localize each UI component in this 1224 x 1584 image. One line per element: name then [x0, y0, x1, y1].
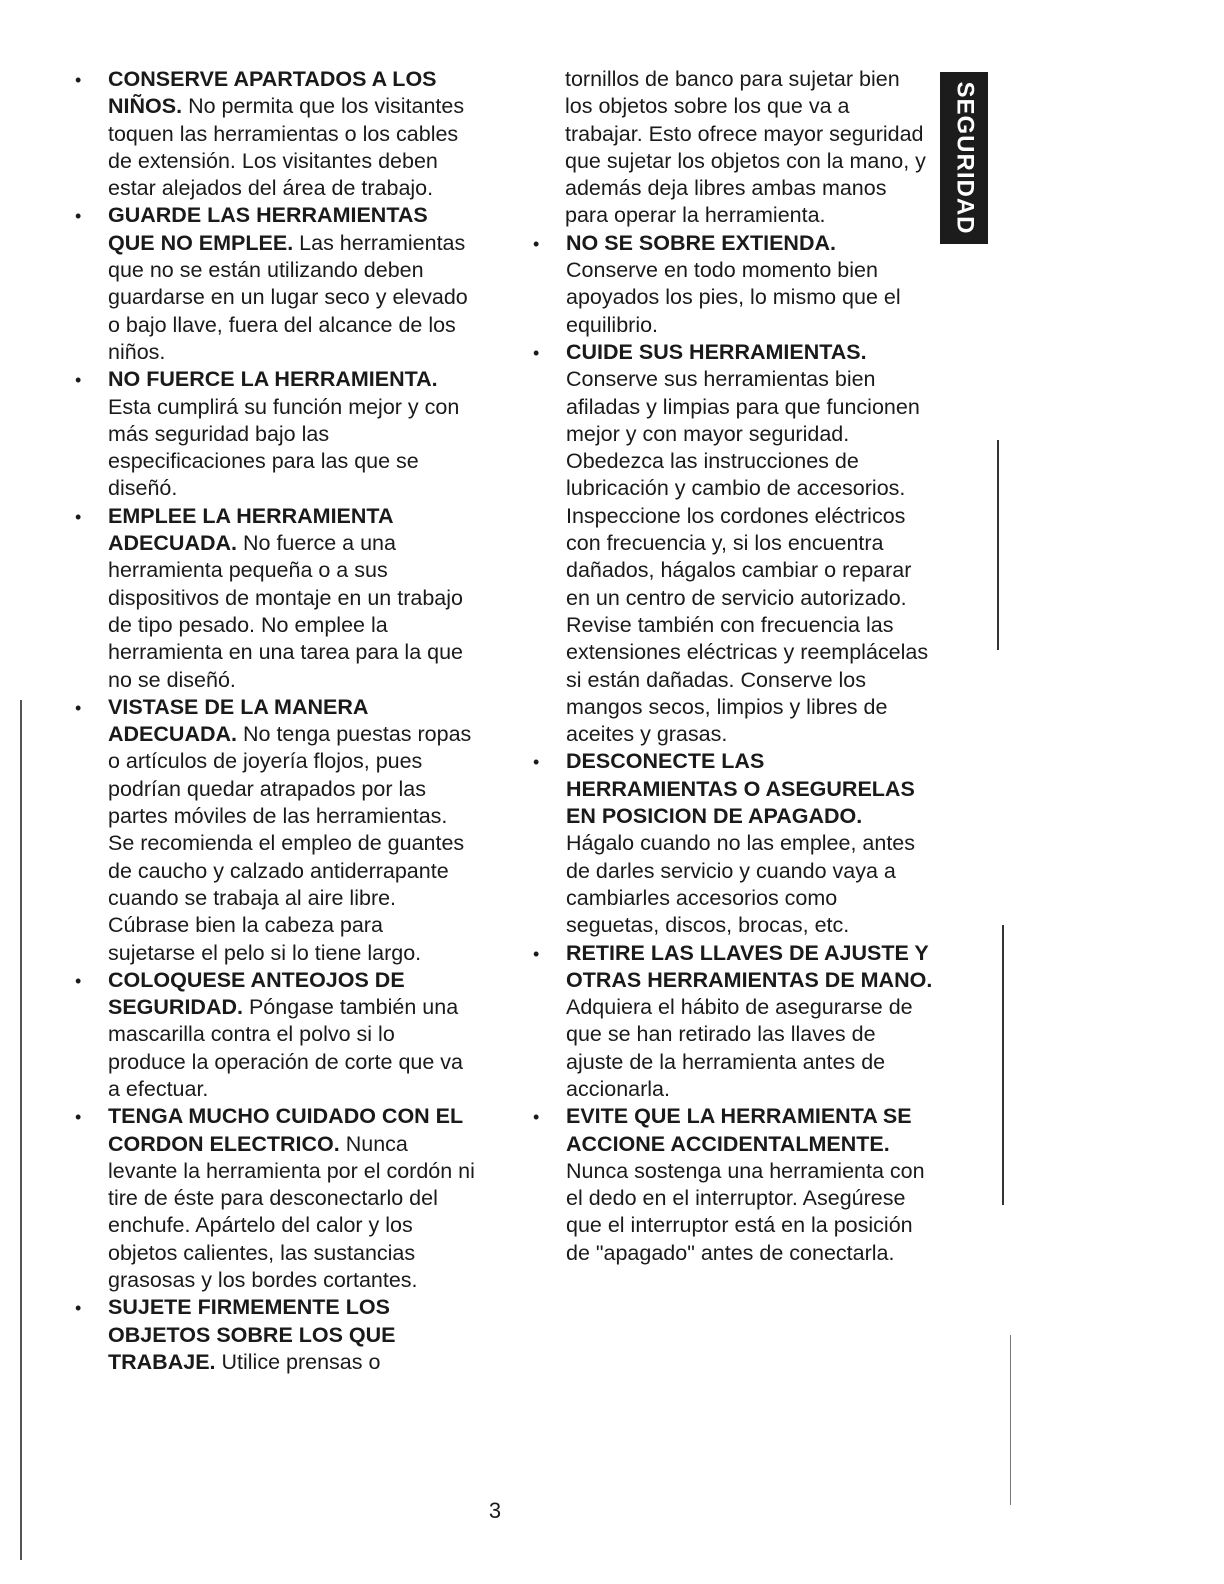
- item-title: VISTASE DE LA MANERA ADECUADA.: [108, 694, 368, 747]
- item-text: Nunca levante la herramienta por el cordón ni tire de éste para desconectarlo del enchufe. Apártelo del calor y los objetos calientes, las sustancias grasosas y los bordes cortantes.: [108, 1131, 475, 1293]
- item-text: Conserve en todo momento bien apoyados los pies, lo mismo que el equilibrio.: [566, 258, 901, 337]
- bullet-icon: [75, 503, 85, 531]
- item-text: Póngase también una mascarilla contra el polvo si lo produce la operación de corte que va a efectuar.: [108, 995, 463, 1101]
- item-title: SUJETE FIRMEMENTE LOS OBJETOS SOBRE LOS QUE TRABAJE.: [108, 1295, 396, 1374]
- item-title: EVITE QUE LA HERRAMIENTA SE ACCIONE ACCIDENTALMENTE.: [566, 1104, 912, 1156]
- item-text: Conserve sus herramientas bien afiladas y limpias para que funcionen mejor y con mayor seguridad. Obedezca las instrucciones de lubricación y cambio de accesorios. Inspeccione los cordones eléctricos con frecuencia y, si los encuentra dañados, hágalos cambiar o reparar en un centro de servicio autorizado. Revise también con frecuencia las extensiones eléctricas y reemplácelas si están dañadas. Conserve los mangos secos, limpios y libres de aceites y grasas.: [566, 367, 929, 747]
- bullet-icon: [75, 1103, 85, 1131]
- bullet-icon: [533, 940, 543, 968]
- bullet-icon: [75, 1294, 85, 1322]
- safety-item-children: [75, 66, 475, 202]
- item-title: CONSERVE APARTADOS A LOS NIÑOS.: [108, 67, 437, 119]
- item-title: COLOQUESE ANTEOJOS DE SEGURIDAD.: [108, 967, 405, 1020]
- safety-item-glasses: [75, 967, 475, 1103]
- scan-artifact-line: [1010, 1335, 1011, 1505]
- item-title: DESCONECTE LAS HERRAMIENTAS O ASEGURELAS EN POSICION DE APAGADO.: [566, 749, 915, 829]
- bullet-icon: [75, 66, 85, 94]
- item-text: Nunca sostenga una herramienta con el dedo en el interruptor. Asegúrese que el interruptor está en la posición de "apagado" antes de conectarla.: [566, 1158, 925, 1265]
- bullet-icon: [533, 230, 543, 258]
- safety-item-no-force: [75, 366, 475, 502]
- item-text: No tenga puestas ropas o artículos de joyería flojos, pues podrían quedar atrapados por las partes móviles de las herramientas. Se recomienda el empleo de guantes de caucho y calzado antiderrapante cuando se trabaja al aire libre. Cúbrase bien la cabeza para sujetarse el pelo si lo tiene largo.: [108, 722, 472, 965]
- safety-list-left: [75, 66, 475, 1376]
- bullet-icon: [533, 339, 543, 367]
- safety-item-cord: [75, 1103, 475, 1294]
- item-text: No fuerce a una herramienta pequeña o a sus dispositivos de montaje en un trabajo de tipo pesado. No emplee la herramienta en una tarea para la que no se diseñó.: [108, 531, 463, 692]
- section-tab-label: SEGURIDAD: [951, 81, 979, 235]
- item-text: No permita que los visitantes toquen las herramientas o los cables de extensión. Los visitantes deben estar alejados del área de trabajo.: [108, 94, 465, 201]
- bullet-icon: [533, 1103, 543, 1131]
- safety-item-dress: [75, 694, 475, 967]
- item-title: CUIDE SUS HERRAMIENTAS.: [566, 339, 867, 364]
- bullet-icon: [75, 366, 85, 394]
- item-title: NO SE SOBRE EXTIENDA.: [566, 230, 836, 255]
- item-text: Las herramientas que no se están utilizando deben guardarse en un lugar seco y elevado o bajo llave, fuera del alcance de los niños.: [108, 230, 468, 364]
- safety-item-maintain: [533, 339, 933, 748]
- item-title: NO FUERCE LA HERRAMIENTA.: [108, 367, 438, 392]
- bullet-icon: [75, 967, 85, 995]
- page-number: 3: [488, 1498, 502, 1523]
- safety-item-right-tool: [75, 503, 475, 694]
- item-title: RETIRE LAS LLAVES DE AJUSTE Y OTRAS HERRAMIENTAS DE MANO.: [566, 940, 933, 992]
- safety-item-overreach: [533, 230, 933, 339]
- scan-artifact-line: [20, 700, 22, 1560]
- safety-item-remove-keys: [533, 940, 933, 1104]
- item-text: Utilice prensas o: [221, 1349, 381, 1374]
- item-text: Hágalo cuando no las emplee, antes de darles servicio y cuando vaya a cambiarles accesorios como seguetas, discos, brocas, etc.: [566, 831, 916, 938]
- item-title: TENGA MUCHO CUIDADO CON EL CORDON ELECTRICO.: [108, 1104, 463, 1156]
- section-tab: [940, 72, 988, 244]
- item-text: Adquiera el hábito de asegurarse de que se han retirado las llaves de ajuste de la herramienta antes de accionarla.: [566, 995, 913, 1101]
- safety-list-right: [533, 230, 933, 1267]
- continued-text: tornillos de banco para sujetar bien los objetos sobre los que va a trabajar. Esto ofrece mayor seguridad que sujetar los objetos con la mano, y además deja libres ambas manos para operar la herramienta.: [565, 67, 926, 228]
- item-text: Esta cumplirá su función mejor y con más seguridad bajo las especificaciones para las que se diseñó.: [108, 394, 460, 501]
- safety-item-disconnect: [533, 748, 933, 939]
- item-title: GUARDE LAS HERRAMIENTAS QUE NO EMPLEE.: [108, 203, 428, 255]
- scan-artifact-line: [1002, 925, 1004, 1205]
- left-column: [75, 66, 475, 1376]
- safety-item-store-tools: [75, 202, 475, 366]
- bullet-icon: [75, 202, 85, 230]
- bullet-icon: [75, 694, 85, 722]
- bullet-icon: [533, 748, 543, 776]
- safety-item-accidental-start: [533, 1103, 933, 1267]
- scan-artifact-line: [997, 440, 999, 650]
- safety-item-secure-work: [75, 1294, 475, 1376]
- item-title: EMPLEE LA HERRAMIENTA ADECUADA.: [108, 503, 393, 556]
- right-column: [533, 66, 933, 1267]
